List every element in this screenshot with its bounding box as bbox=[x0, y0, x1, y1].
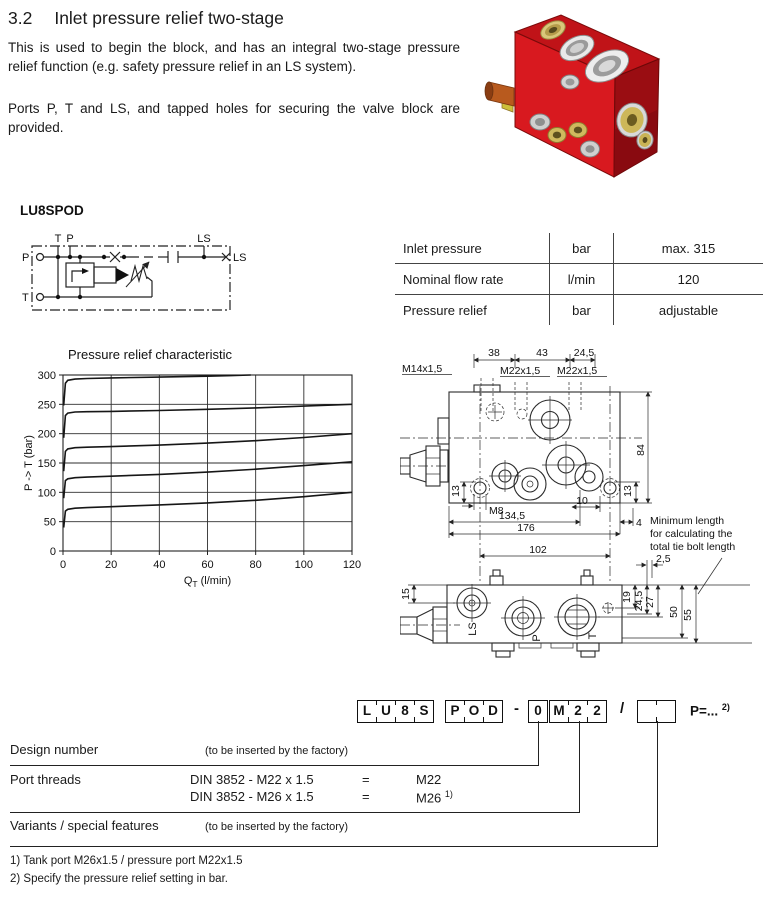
spec-value: adjustable bbox=[658, 302, 719, 318]
schematic-top-p-label: P bbox=[66, 233, 74, 245]
svg-text:250: 250 bbox=[37, 399, 56, 412]
leader-port-threads bbox=[579, 721, 580, 813]
tie-bolt-note-line2: for calculating the bbox=[650, 528, 733, 540]
code-suffix: P=... $^{2)}$ bbox=[690, 702, 730, 719]
table-row bbox=[395, 264, 763, 295]
design-number-note: (to be inserted by the factory) bbox=[205, 745, 349, 757]
chart-canvas bbox=[20, 343, 365, 589]
y-axis-label: P -> T (bar) bbox=[23, 435, 35, 491]
table-row bbox=[395, 233, 763, 264]
valve-block-photo bbox=[483, 0, 763, 205]
chart-title: Pressure relief characteristic bbox=[68, 347, 232, 362]
dim-10: 10 bbox=[576, 495, 588, 507]
dim-43: 43 bbox=[536, 347, 548, 359]
code-slash: / bbox=[620, 700, 625, 717]
dim-27: 27 bbox=[644, 596, 656, 608]
code-group-blank bbox=[637, 700, 676, 723]
section-number: 3.2 bbox=[8, 8, 33, 28]
footnote-1: 1) Tank port M26x1.5 / pressure port M22x1.5 bbox=[10, 855, 243, 867]
svg-text:100: 100 bbox=[37, 487, 56, 500]
tie-bolt-note-line1: Minimum length bbox=[650, 515, 725, 527]
spec-unit: bar bbox=[549, 233, 614, 263]
port-thread-eq-1: = bbox=[362, 772, 370, 787]
thread-m22-b: M22x1,5 bbox=[557, 365, 598, 377]
thread-m22-a: M22x1,5 bbox=[500, 365, 541, 377]
svg-text:80: 80 bbox=[249, 559, 262, 571]
dim-4: 4 bbox=[636, 517, 642, 529]
footnote-2: 2) Specify the pressure relief setting in bar. bbox=[10, 873, 228, 885]
spec-table bbox=[395, 233, 763, 325]
table-row bbox=[395, 295, 763, 325]
code-group-pod: P O D bbox=[445, 700, 503, 723]
rule-variants bbox=[10, 846, 658, 847]
code-group-0: 0 bbox=[528, 700, 548, 723]
svg-text:120: 120 bbox=[342, 559, 362, 571]
svg-text:0: 0 bbox=[59, 559, 67, 571]
dim-84: 84 bbox=[635, 444, 647, 456]
schematic-top-ls-label: LS bbox=[197, 233, 211, 245]
port-thread-value-1: M22 bbox=[416, 772, 442, 787]
top-view-drawing bbox=[400, 347, 652, 584]
port-thread-din-2: DIN 3852 - M26 x 1.5 bbox=[190, 789, 314, 804]
dim-13-left: 13 bbox=[450, 485, 462, 497]
spec-name: Pressure relief bbox=[403, 302, 487, 318]
dim-2-5: 2,5 bbox=[656, 553, 671, 565]
spec-name: Nominal flow rate bbox=[403, 271, 504, 287]
spec-unit: l/min bbox=[549, 264, 614, 294]
variants-note: (to be inserted by the factory) bbox=[205, 821, 349, 833]
valve-block-3d bbox=[485, 15, 659, 177]
x-axis-label: $Q_T$ (l/min) bbox=[183, 575, 232, 589]
code-suffix-superscript: 2) bbox=[721, 702, 730, 712]
svg-text:200: 200 bbox=[37, 428, 56, 441]
spec-value: max. 315 bbox=[661, 240, 716, 256]
design-number-label: Design number bbox=[10, 742, 99, 757]
leader-design-number bbox=[538, 721, 539, 766]
dim-134-5: 134,5 bbox=[498, 510, 526, 522]
svg-text:0: 0 bbox=[49, 546, 56, 558]
spec-name: Inlet pressure bbox=[403, 240, 482, 256]
code-dash: - bbox=[514, 700, 519, 717]
pressure-relief-chart bbox=[20, 343, 365, 589]
port-threads-label: Port threads bbox=[10, 772, 81, 787]
port-thread-eq-2: = bbox=[362, 789, 370, 804]
port-thread-din-1: DIN 3852 - M22 x 1.5 bbox=[190, 772, 314, 787]
chart-curve bbox=[64, 375, 251, 406]
hydraulic-schematic bbox=[18, 203, 258, 318]
leader-variants bbox=[657, 721, 658, 847]
spec-unit: bar bbox=[549, 295, 614, 325]
dim-15: 15 bbox=[400, 588, 412, 600]
section-heading bbox=[8, 8, 284, 29]
port-thread-superscript: 1) bbox=[444, 789, 453, 799]
ports-paragraph: Ports P, T and LS, and tapped holes for securing the valve block are provided. bbox=[8, 101, 460, 135]
svg-text:40: 40 bbox=[153, 559, 166, 571]
code-group-lu8s: L U 8 S bbox=[357, 700, 434, 723]
schematic-drawing bbox=[32, 246, 230, 310]
svg-text:60: 60 bbox=[201, 559, 214, 571]
dim-24-5: 24,5 bbox=[573, 347, 595, 359]
dim-m8: M8 bbox=[489, 505, 504, 517]
model-code: LU8SPOD bbox=[20, 203, 84, 218]
dim-13-right: 13 bbox=[622, 485, 634, 497]
schematic-port-p-label: P bbox=[22, 252, 30, 264]
spec-value: 120 bbox=[677, 271, 700, 287]
dim-38: 38 bbox=[488, 347, 500, 359]
rule-port-threads bbox=[10, 812, 580, 813]
dim-50: 50 bbox=[668, 606, 680, 618]
svg-text:300: 300 bbox=[37, 370, 56, 382]
svg-text:150: 150 bbox=[37, 458, 56, 470]
port-ls-label: LS bbox=[467, 622, 479, 636]
code-group-m22: M 2 2 bbox=[549, 700, 607, 723]
port-t-label: T bbox=[587, 632, 599, 640]
tie-bolt-note-line3: total tie bolt length bbox=[650, 541, 736, 553]
dimension-drawings bbox=[400, 338, 763, 694]
intro-paragraph: This is used to begin the block, and has an integral two-stage pressure relief function (e.g. safety pressure relief in an LS system). bbox=[8, 40, 460, 74]
variants-label: Variants / special features bbox=[10, 818, 159, 833]
svg-text:20: 20 bbox=[105, 559, 118, 571]
port-thread-value-2: M26 $^{1)}$ bbox=[416, 789, 453, 806]
dim-55: 55 bbox=[682, 609, 694, 621]
dim-19: 19 bbox=[621, 591, 633, 603]
thread-m14: M14x1,5 bbox=[402, 363, 443, 375]
page-title: Inlet pressure relief two-stage bbox=[54, 8, 284, 28]
dim-176: 176 bbox=[517, 522, 535, 534]
svg-text:100: 100 bbox=[294, 559, 314, 571]
dim-102: 102 bbox=[529, 544, 547, 556]
svg-text:50: 50 bbox=[43, 516, 56, 529]
bottom-view-drawing bbox=[400, 515, 752, 657]
port-p-label: P bbox=[531, 634, 543, 642]
schematic-top-t-label: T bbox=[54, 233, 62, 245]
schematic-port-t-label: T bbox=[22, 292, 29, 304]
schematic-right-ls-label: LS bbox=[233, 252, 247, 264]
rule-design-number bbox=[10, 765, 539, 766]
dim-24-5-side: 24,5 bbox=[633, 590, 645, 612]
